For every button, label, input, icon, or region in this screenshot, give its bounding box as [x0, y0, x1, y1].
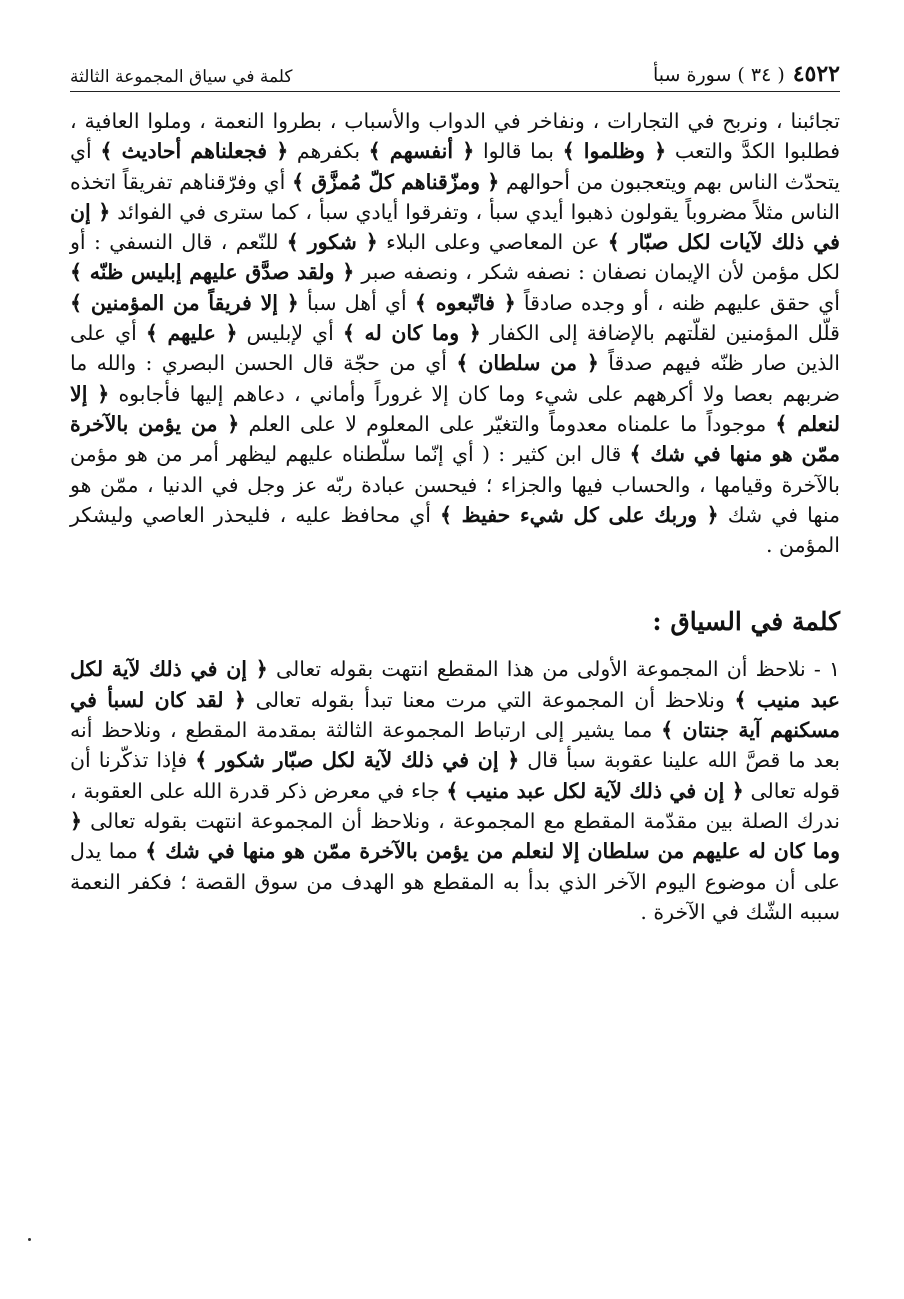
tafsir-paragraph: [70, 106, 840, 560]
quran-quote: ﴿ وما كان له ﴾: [342, 321, 481, 346]
quran-quote: ﴿ ولقد صدَّق عليهم إبليس ظنّه ﴾: [70, 260, 355, 285]
quran-quote: ﴿ وربك على كل شيء حفيظ ﴾: [439, 502, 719, 527]
quran-quote: ﴿ إلا لنعلم ﴾: [70, 381, 840, 436]
commentary-text: ١ - نلاحظ أن المجموعة الأولى من هذا المقطع انتهت بقوله تعالى: [267, 657, 840, 682]
commentary-text: تجائبنا ، ونربح في التجارات ، ونفاخر في الدواب والأسباب ، بطروا النعمة ، وملوا العافية ، فطلبوا الكدَّ والتعب: [70, 109, 840, 164]
quran-quote: ﴿ عليهم ﴾: [145, 321, 238, 346]
quran-quote: ﴿ إن في ذلك لآيات لكل صبّار ﴾: [70, 199, 840, 255]
quran-quote: ﴿ إن في ذلك لآية لكل عبد منيب ﴾: [446, 778, 744, 803]
commentary-text: مما يشير إلى ارتباط المجموعة الثالثة بمقدمة المقطع ، ونلاحظ أنه بعد ما قصَّ الله علينا عقوبة سبأ قال: [70, 718, 840, 773]
quran-quote: ﴿ وظلموا ﴾: [562, 139, 667, 164]
quran-quote: ﴿ إن في ذلك لآية لكل عبد منيب ﴾: [70, 657, 840, 712]
section-title: كلمة في السياق :: [652, 607, 840, 637]
commentary-text: أي محافظ عليه ، فليحذر العاصي وليشكر المؤمن .: [70, 502, 840, 558]
quran-quote: ﴿ إلا فريقاً من المؤمنين ﴾: [70, 290, 299, 315]
running-title: كلمة في سياق المجموعة الثالثة: [70, 67, 293, 87]
quran-quote: ﴿ فاتّبعوه ﴾: [414, 290, 516, 315]
surah-label: ( ٣٤ ) سورة سبأ: [653, 64, 785, 86]
quran-quote: ﴿ من سلطان ﴾: [456, 351, 599, 376]
commentary-text: قلّل المؤمنين لقلّتهم بالإضافة إلى الكفار: [480, 321, 840, 346]
page-header: [70, 50, 840, 92]
commentary-text: أي حقق عليهم ظنه ، أو وجده صادقاً: [515, 290, 840, 315]
commentary-text: فإذا تذكّرنا أن قوله تعالى: [70, 748, 840, 803]
commentary-text: بما قالوا: [474, 139, 563, 164]
quran-quote: ﴿ فجعلناهم أحاديث ﴾: [100, 139, 289, 164]
book-page: [70, 50, 840, 1270]
commentary-text: ونلاحظ أن المجموعة التي مرت معنا تبدأ بقوله تعالى: [245, 687, 735, 712]
commentary-text: جاء في معرض ذكر قدرة الله على العقوبة ، ندرك الصلة بين مقدّمة المقطع مع المجموعة ، ونلاحظ أن المجموعة انتهت بقوله تعالى: [70, 778, 840, 833]
commentary-text: عن المعاصي وعلى البلاء: [377, 230, 608, 255]
commentary-text: أي وفرّقناهم تفريقاً اتخذه الناس مثلاً مضروباً يقولون ذهبوا أيدي سبأ ، وتفرقوا أيادي سبأ ، كما سترى في الفوائد: [70, 169, 841, 224]
commentary-text: أي على الذين صار ظنّه فيهم صدقاً: [70, 321, 841, 376]
commentary-text: أي لإبليس: [237, 321, 343, 346]
commentary-text: أي يتحدّث الناس بهم ويتعجبون من أحوالهم: [70, 139, 840, 194]
page-mark-dot: [28, 1238, 31, 1241]
quran-quote: ﴿ من يؤمن بالآخرة ممّن هو منها في شك ﴾: [70, 411, 840, 467]
quran-quote: ﴿ وما كان له عليهم من سلطان إلا لنعلم من يؤمن بالآخرة ممّن هو منها في شك ﴾: [70, 808, 840, 864]
commentary-text: أي من حجّة قال الحسن البصري : والله ما ضربهم بعصا ولا أكرههم على شيء وما كان إلا غروراً وأماني ، دعاهم إليها فأجابوه: [70, 351, 840, 406]
quran-quote: ﴿ لقد كان لسبأ في مسكنهم آية جنتان ﴾: [70, 687, 841, 743]
commentary-text: للنّعم ، قال النسفي : أو لكل مؤمن لأن الإيمان نصفان : نصفه شكر ، ونصفه صبر: [70, 230, 840, 285]
commentary-text: أي أهل سبأ: [298, 290, 415, 315]
commentary-text: بكفرهم: [288, 139, 369, 164]
page-number: ٤٥٢٢: [792, 61, 840, 87]
commentary-text: مما يدل على أن موضوع اليوم الآخر الذي بدأ به المقطع هو الهدف من سوق القصة ؛ فكفر النعمة سببه الشّك في الآخرة .: [70, 839, 840, 924]
quran-quote: ﴿ شكور ﴾: [286, 230, 378, 255]
quran-quote: ﴿ ومزّقناهم كلّ مُمزَّق ﴾: [291, 169, 500, 194]
quran-quote: ﴿ أنفسهم ﴾: [368, 139, 475, 164]
context-paragraph: [70, 654, 840, 927]
quran-quote: ﴿ إن في ذلك لآية لكل صبّار شكور ﴾: [195, 748, 520, 773]
header-right: [653, 61, 840, 87]
commentary-text: موجوداً ما علمناه معدوماً والتغيّر على المعلوم لا على العلم: [239, 411, 776, 436]
page-body: [70, 106, 840, 927]
commentary-text: قال ابن كثير : ( أي إنّما سلّطناه عليهم ليظهر أمر من هو مؤمن بالآخرة وقيامها ، والحساب فيها والجزاء ؛ فيحسن عبادة ربّه عز وجل في الدنيا ، ممّن هو منها في شك: [70, 442, 840, 527]
